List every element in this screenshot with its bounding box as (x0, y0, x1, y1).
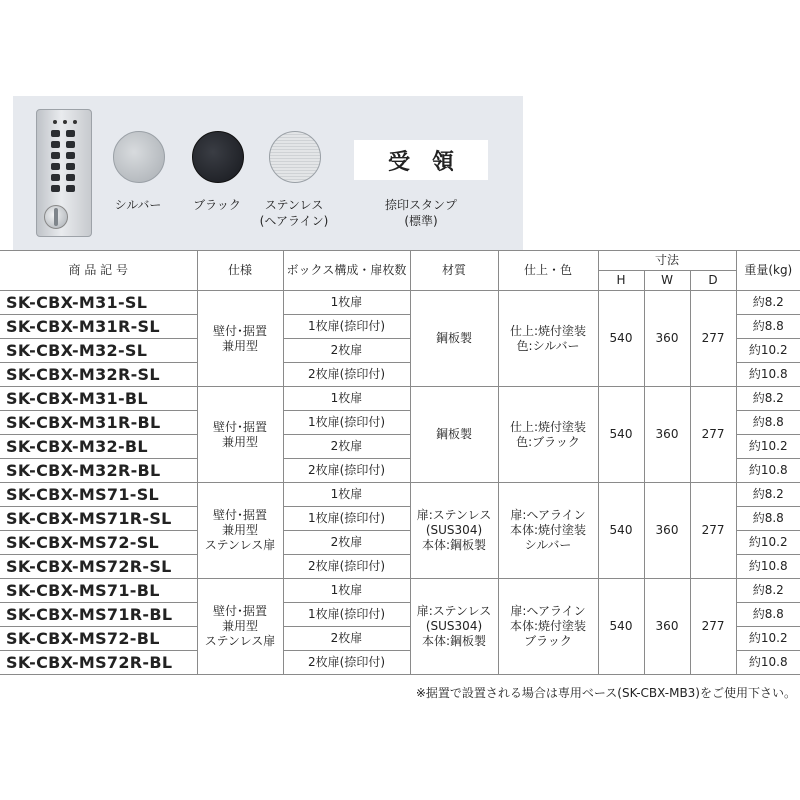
keypad-key (66, 163, 75, 170)
box-config: 2枚扉 (283, 627, 410, 651)
model-code: SK-CBX-M32R-BL (0, 459, 197, 483)
keypad-key (66, 141, 75, 148)
header-finish: 仕上・色 (498, 251, 598, 291)
keypad-key (51, 174, 60, 181)
lock-knob-icon (44, 205, 68, 229)
footnote: ※据置で設置される場合は専用ベース(SK-CBX-MB3)をご使用下さい。 (415, 686, 796, 700)
weight-value: 約10.2 (736, 339, 800, 363)
weight-value: 約8.2 (736, 291, 800, 315)
cell-line: 扉:ヘアライン (510, 604, 586, 618)
weight-value: 約10.2 (736, 531, 800, 555)
table-row (0, 387, 800, 411)
stamp-label-line1: 捺印スタンプ (384, 198, 457, 212)
led-indicator (63, 120, 67, 124)
cell-line: 本体:焼付塗装 (509, 523, 587, 537)
weight-value: 約8.8 (736, 411, 800, 435)
dimension-d: 277 (690, 483, 736, 579)
model-code: SK-CBX-M32R-SL (0, 363, 197, 387)
silver-swatch (113, 131, 165, 183)
table-row (0, 483, 800, 507)
dimension-d: 277 (690, 387, 736, 483)
cell-line: 鋼板製 (435, 331, 472, 345)
header-box: ボックス構成・扉枚数 (283, 251, 410, 291)
header-weight: 重量(kg) (736, 251, 800, 291)
model-code: SK-CBX-M31-SL (0, 291, 197, 315)
spec-cell (197, 483, 283, 579)
table-row (0, 579, 800, 603)
model-code: SK-CBX-MS72-BL (0, 627, 197, 651)
cell-line: (SUS304) (425, 523, 483, 537)
cell-line: ステンレス扉 (204, 538, 276, 552)
box-config: 1枚扉(捺印付) (283, 315, 410, 339)
silver-swatch-label: シルバー (114, 198, 162, 212)
cell-line: 兼用型 (221, 619, 258, 633)
stainless-label-line2: (ヘアライン) (259, 214, 329, 228)
dimension-h: 540 (598, 579, 644, 675)
keypad-key (51, 130, 60, 137)
box-config: 2枚扉 (283, 531, 410, 555)
cell-line: 扉:ステンレス (416, 508, 492, 522)
material-cell (410, 291, 498, 387)
stamp-label (375, 197, 467, 229)
cell-line: 仕上:焼付塗装 (509, 323, 587, 338)
keypad-key (66, 152, 75, 159)
header-w: W (644, 271, 690, 291)
cell-line: 仕上:焼付塗装 (509, 419, 587, 434)
box-config: 2枚扉(捺印付) (283, 555, 410, 579)
weight-value: 約8.2 (736, 483, 800, 507)
cell-line: 兼用型 (221, 338, 258, 353)
weight-value: 約8.8 (736, 603, 800, 627)
model-code: SK-CBX-MS72-SL (0, 531, 197, 555)
box-config: 2枚扉(捺印付) (283, 651, 410, 675)
dimension-w: 360 (644, 483, 690, 579)
material-cell (410, 387, 498, 483)
weight-value: 約10.8 (736, 363, 800, 387)
cell-line: 本体:鋼板製 (421, 538, 487, 552)
model-code: SK-CBX-MS71R-BL (0, 603, 197, 627)
dimension-w: 360 (644, 291, 690, 387)
cell-line: 壁付･据置 (212, 419, 267, 434)
model-code: SK-CBX-MS72R-SL (0, 555, 197, 579)
weight-value: 約10.8 (736, 555, 800, 579)
model-code: SK-CBX-MS71-BL (0, 579, 197, 603)
stainless-label-line1: ステンレス (264, 198, 324, 212)
box-config: 1枚扉(捺印付) (283, 603, 410, 627)
box-config: 1枚扉 (283, 291, 410, 315)
box-config: 2枚扉(捺印付) (283, 363, 410, 387)
weight-value: 約8.2 (736, 579, 800, 603)
box-config: 1枚扉 (283, 579, 410, 603)
black-swatch (192, 131, 244, 183)
dimension-d: 277 (690, 291, 736, 387)
box-config: 1枚扉(捺印付) (283, 411, 410, 435)
header-h: H (598, 271, 644, 291)
dimension-h: 540 (598, 483, 644, 579)
spec-cell (197, 579, 283, 675)
model-code: SK-CBX-MS71R-SL (0, 507, 197, 531)
keypad-key (51, 163, 60, 170)
weight-value: 約8.8 (736, 507, 800, 531)
dimension-w: 360 (644, 387, 690, 483)
box-config: 1枚扉 (283, 387, 410, 411)
spec-table (0, 250, 800, 675)
cell-line: 兼用型 (221, 523, 258, 537)
led-indicator (73, 120, 77, 124)
keypad-key (51, 141, 60, 148)
dimension-h: 540 (598, 291, 644, 387)
box-config: 2枚扉 (283, 339, 410, 363)
black-swatch-label: ブラック (193, 198, 241, 212)
header-d: D (690, 271, 736, 291)
stainless-swatch (269, 131, 321, 183)
weight-value: 約10.8 (736, 651, 800, 675)
box-config: 1枚扉 (283, 483, 410, 507)
material-cell (410, 483, 498, 579)
box-config: 1枚扉(捺印付) (283, 507, 410, 531)
led-indicator (53, 120, 57, 124)
table-row (0, 291, 800, 315)
keypad-key (66, 174, 75, 181)
cell-line: シルバー (524, 538, 572, 552)
material-cell (410, 579, 498, 675)
cell-line: 壁付･据置 (212, 604, 267, 618)
receipt-stamp-image (354, 140, 488, 180)
dimension-h: 540 (598, 387, 644, 483)
cell-line: ブラック (524, 634, 572, 648)
weight-value: 約10.2 (736, 435, 800, 459)
cell-line: (SUS304) (425, 619, 483, 633)
keypad-key (51, 185, 60, 192)
keypad-key (66, 185, 75, 192)
stainless-swatch-label (250, 197, 338, 229)
cell-line: 本体:焼付塗装 (509, 619, 587, 633)
keypad-key (51, 152, 60, 159)
finish-cell (498, 291, 598, 387)
finish-cell (498, 579, 598, 675)
stamp-text: 受領 (387, 148, 476, 175)
model-code: SK-CBX-M32-SL (0, 339, 197, 363)
model-code: SK-CBX-M31-BL (0, 387, 197, 411)
cell-line: 色:シルバー (516, 338, 580, 353)
dimension-d: 277 (690, 579, 736, 675)
box-config: 2枚扉 (283, 435, 410, 459)
spec-cell (197, 387, 283, 483)
spec-table-body (0, 291, 800, 675)
cell-line: 本体:鋼板製 (421, 634, 487, 648)
weight-value: 約10.8 (736, 459, 800, 483)
cell-line: 壁付･据置 (212, 508, 267, 522)
model-code: SK-CBX-MS71-SL (0, 483, 197, 507)
cell-line: 色:ブラック (516, 434, 580, 449)
spec-cell (197, 291, 283, 387)
model-code: SK-CBX-M32-BL (0, 435, 197, 459)
cell-line: 兼用型 (221, 434, 258, 449)
weight-value: 約8.8 (736, 315, 800, 339)
header-material: 材質 (410, 251, 498, 291)
model-code: SK-CBX-M31R-BL (0, 411, 197, 435)
finish-cell (498, 387, 598, 483)
cell-line: 鋼板製 (435, 427, 472, 441)
header-model: 商 品 記 号 (0, 251, 197, 291)
weight-value: 約8.2 (736, 387, 800, 411)
finish-cell (498, 483, 598, 579)
stamp-label-line2: (標準) (404, 214, 438, 228)
header-spec: 仕様 (197, 251, 283, 291)
weight-value: 約10.2 (736, 627, 800, 651)
cell-line: ステンレス扉 (204, 634, 276, 648)
keypad-lock-image (36, 109, 92, 237)
header-dimensions: 寸法 (598, 251, 736, 271)
model-code: SK-CBX-MS72R-BL (0, 651, 197, 675)
model-code: SK-CBX-M31R-SL (0, 315, 197, 339)
keypad-key (66, 130, 75, 137)
dimension-w: 360 (644, 579, 690, 675)
cell-line: 扉:ステンレス (416, 604, 492, 618)
cell-line: 壁付･据置 (212, 323, 267, 338)
cell-line: 扉:ヘアライン (510, 508, 586, 522)
box-config: 2枚扉(捺印付) (283, 459, 410, 483)
